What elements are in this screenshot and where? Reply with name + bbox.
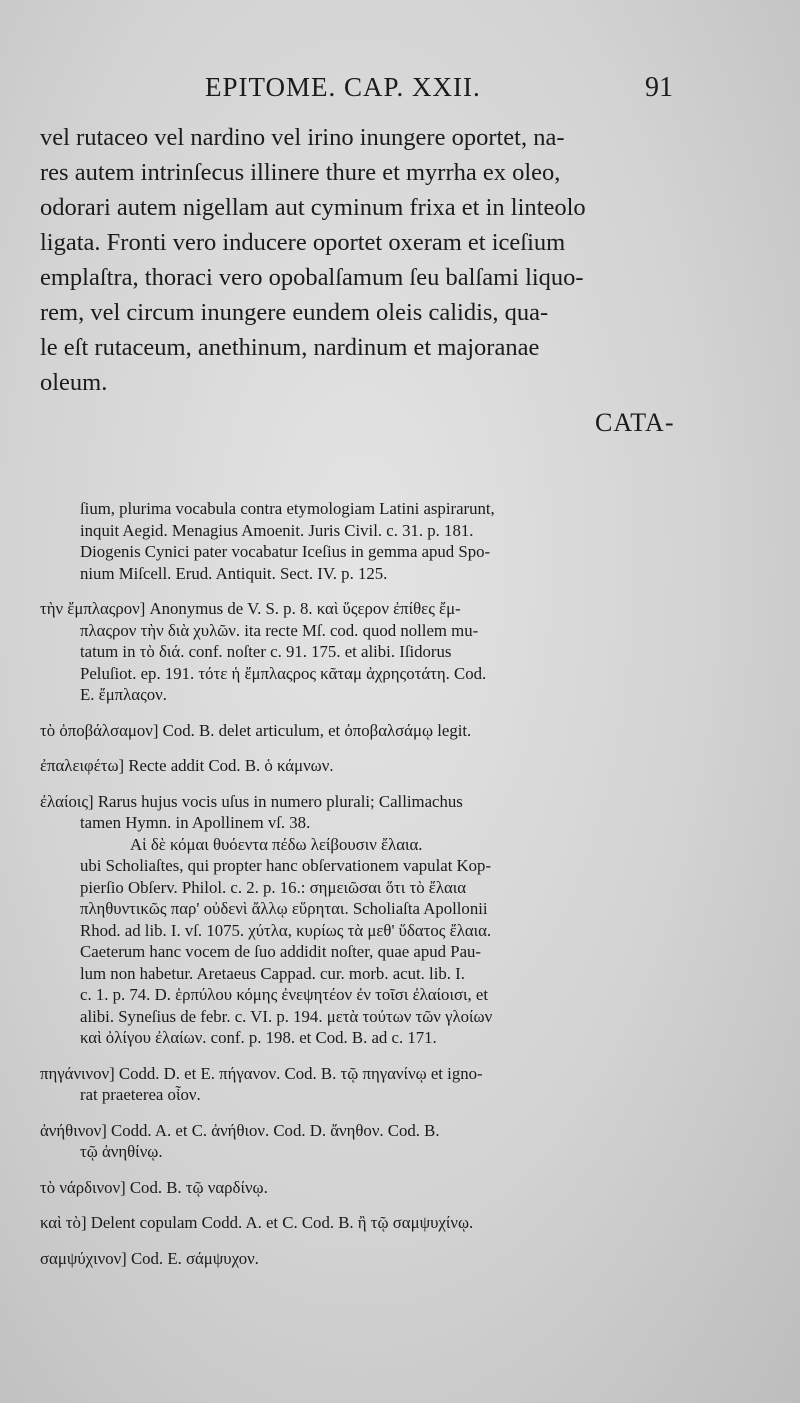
footnote-line: tamen Hymn. in Apollinem vſ. 38. xyxy=(80,813,311,832)
footnote-line: τῷ ἀνηθίνῳ. xyxy=(80,1142,163,1161)
footnote-line: τὴν ἔμπλαςρον] Anonymus de V. S. p. 8. καὶ ὕςερον ἐπίθες ἔμ- xyxy=(40,599,461,618)
main-line: vel rutaceo vel nardino vel irino inungere oportet, na- xyxy=(40,124,565,151)
footnote-line: τὸ νάρδινον] Cod. B. τῷ ναρδίνῳ. xyxy=(40,1177,268,1197)
footnote-line: σαμψύχινον] Cod. E. σάμψυχον. xyxy=(40,1248,259,1268)
footnote-line: Peluſiot. ep. 191. τότε ἡ ἔμπλαςρος κᾶταμ ἀχρηςοτάτη. Cod. xyxy=(80,663,487,683)
footnote-line: πλαςρον τὴν διὰ χυλῶν. ita recte Mſ. cod. quod nollem mu- xyxy=(80,620,479,640)
footnote-line: pierſio Obſerv. Philol. c. 2. p. 16.: σημειῶσαι ὅτι τὸ ἔλαια xyxy=(80,877,467,897)
main-text xyxy=(40,120,680,400)
footnote-line: E. ἔμπλαςον. xyxy=(80,685,167,704)
main-line: oleum. xyxy=(40,369,108,396)
footnote-line: καὶ ὀλίγου ἐλαίων. conf. p. 198. et Cod. B. ad c. 171. xyxy=(80,1028,437,1047)
catchword: CATA- xyxy=(595,408,675,437)
footnote-line: Rhod. ad lib. I. vſ. 1075. χύτλα, κυρίως τὰ μεθ' ὕδατος ἔλαια. xyxy=(80,920,492,940)
footnote-line: c. 1. p. 74. D. ἑρπύλου κόμης ἐνεψητέον ἐν τοῖσι ἐλαίοισι, et xyxy=(80,985,489,1004)
footnote xyxy=(40,720,680,742)
footnote-line: Caeterum hanc vocem de ſuo addidit noſter, quae apud Pau- xyxy=(80,942,482,961)
main-paragraph xyxy=(40,120,680,400)
footnote xyxy=(40,1120,680,1163)
main-line: ligata. Fronti vero inducere oportet oxeram et iceſium xyxy=(40,229,566,256)
footnote-line: ἐπαλειφέτω] Recte addit Cod. B. ὁ κάμνων. xyxy=(40,756,334,775)
footnote-line: lum non habetur. Aretaeus Cappad. cur. morb. acut. lib. I. xyxy=(80,963,465,983)
footnote xyxy=(40,791,680,1049)
header-title: EPITOME. CAP. XXII. xyxy=(205,72,481,102)
footnote-line: ubi Scholiaſtes, qui propter hanc obſervationem vapulat Kop- xyxy=(80,856,492,875)
footnote-line: alibi. Syneſius de febr. c. VI. p. 194. μετὰ τούτων τῶν γλοίων xyxy=(80,1006,493,1026)
main-line: res autem intrinſecus illinere thure et myrrha ex oleo, xyxy=(40,159,561,186)
footnote xyxy=(40,1212,680,1234)
main-line: rem, vel circum inungere eundem oleis calidis, qua- xyxy=(40,299,549,326)
footnote-quote: Αἱ δὲ κόμαι θυόεντα πέδω λείβουσιν ἔλαια. xyxy=(130,834,423,854)
main-line: odorari autem nigellam aut cyminum frixa et in linteolo xyxy=(40,194,586,221)
footnote-line: πληθυντικῶς παρ' οὐδενὶ ἄλλῳ εὕρηται. Scholiaſta Apollonii xyxy=(80,899,488,918)
footnote-line: καὶ τὸ] Delent copulam Codd. A. et C. Cod. B. ἢ τῷ σαμψυχίνῳ. xyxy=(40,1213,474,1232)
page-number: 91 xyxy=(645,72,673,103)
footnote-line: πηγάνινον] Codd. D. et E. πήγανον. Cod. B. τῷ πηγανίνῳ et igno- xyxy=(40,1063,483,1083)
footnote xyxy=(40,1177,680,1199)
main-line: le eſt rutaceum, anethinum, nardinum et majoranae xyxy=(40,334,540,361)
footnote xyxy=(40,1248,680,1270)
footnote xyxy=(40,1063,680,1106)
footnote-line: rat praeterea οἶον. xyxy=(80,1085,201,1104)
footnote-line: τὸ ὀποβάλσαμον] Cod. B. delet articulum, et ὀποβαλσάμῳ legit. xyxy=(40,720,472,740)
footnote-line: ἀνήθινον] Codd. A. et C. ἀνήθιον. Cod. D. ἄνηθον. Cod. B. xyxy=(40,1120,440,1140)
footnote-line: Diogenis Cynici pater vocabatur Iceſius in gemma apud Spo- xyxy=(80,542,491,561)
footnote-line: ſium, plurima vocabula contra etymologiam Latini aspirarunt, xyxy=(80,499,495,518)
footnote-line: tatum in τὸ διά. conf. noſter c. 91. 175. et alibi. Iſidorus xyxy=(80,642,452,661)
footnote-line: ἐλαίοις] Rarus hujus vocis uſus in numero plurali; Callimachus xyxy=(40,791,463,811)
footnote xyxy=(40,598,680,706)
footnote xyxy=(40,755,680,777)
footnote-line: nium Miſcell. Erud. Antiquit. Sect. IV. p. 125. xyxy=(80,563,388,583)
footnote xyxy=(40,498,680,584)
footnote-line: inquit Aegid. Menagius Amoenit. Juris Civil. c. 31. p. 181. xyxy=(80,520,474,540)
footnotes xyxy=(40,498,680,1283)
main-line: emplaſtra, thoraci vero opobalſamum ſeu balſami liquo- xyxy=(40,264,584,291)
running-header xyxy=(0,72,800,108)
